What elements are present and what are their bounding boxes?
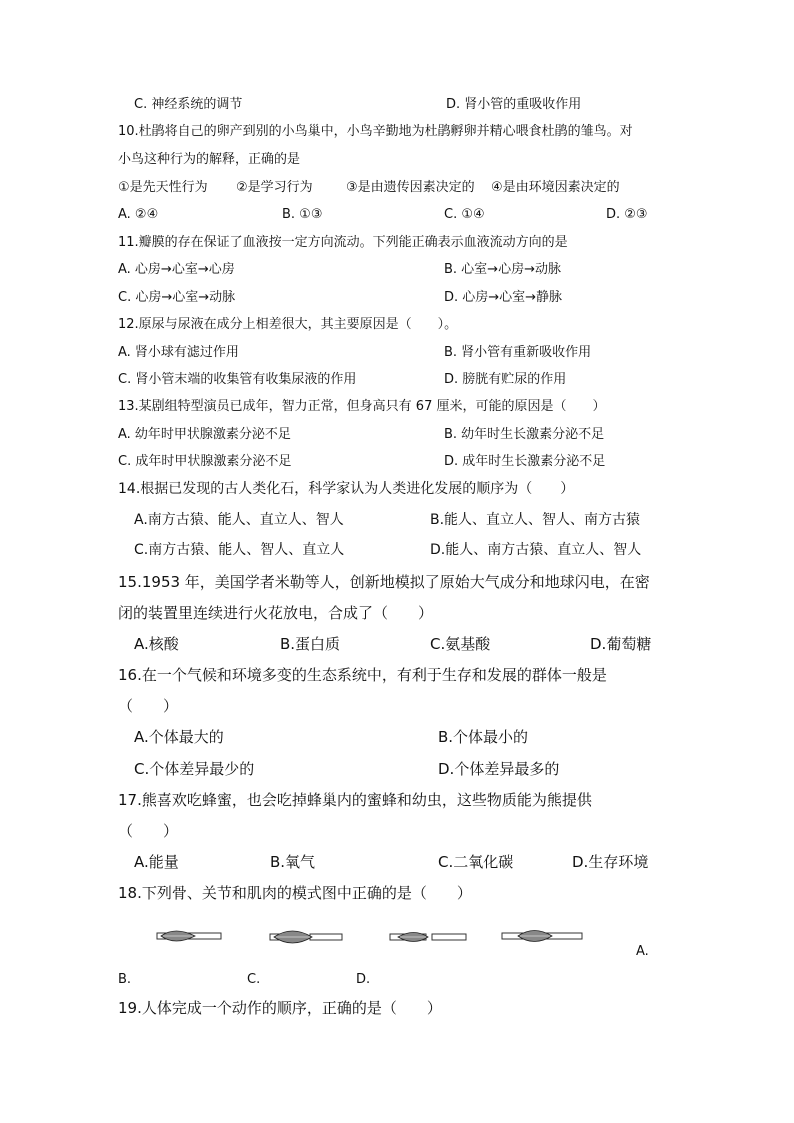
q14-option-c: C.南方古猿、能人、智人、直立人: [134, 542, 345, 558]
q16-option-b: B.个体最小的: [438, 728, 529, 746]
q11-option-a: A. 心房→心室→心房: [118, 262, 235, 277]
bone-muscle-diagram-b: [268, 922, 346, 952]
bone-muscle-diagram-d: [500, 922, 586, 952]
q14-stem: 14.根据已发现的古人类化石，科学家认为人类进化发展的顺序为（ ）: [118, 481, 575, 497]
q12-option-d: D. 膀胱有贮尿的作用: [444, 372, 567, 387]
q13-option-c: C. 成年时甲状腺激素分泌不足: [118, 454, 292, 469]
q15-option-d: D.葡萄糖: [590, 635, 652, 653]
q18-label-b: B.: [118, 972, 132, 987]
q18-label-a: A.: [636, 944, 649, 959]
q10-stem-line2: 小鸟这种行为的解释，正确的是: [118, 152, 301, 167]
q10-statement: ②是学习行为: [236, 180, 313, 195]
q13-option-b: B. 幼年时生长激素分泌不足: [444, 427, 605, 442]
q10-statement: ④是由环境因素决定的: [491, 180, 620, 195]
q17-stem-line2: （ ）: [118, 822, 179, 840]
q17-option-c: C.二氧化碳: [438, 853, 514, 871]
q10-option-a: A. ②④: [118, 207, 159, 222]
q9-option-c: C. 神经系统的调节: [134, 97, 243, 112]
q10-option-b: B. ①③: [282, 207, 323, 222]
q9-option-d: D. 肾小管的重吸收作用: [446, 97, 582, 112]
q12-stem: 12.原尿与尿液在成分上相差很大，其主要原因是（ ）。: [118, 317, 458, 332]
q11-stem: 11.瓣膜的存在保证了血液按一定方向流动。下列能正确表示血液流动方向的是: [118, 235, 568, 250]
q15-stem-line1: 15.1953 年，美国学者米勒等人，创新地模拟了原始大气成分和地球闪电，在密: [118, 573, 650, 591]
bone-muscle-diagram-c: [388, 922, 470, 952]
q11-option-c: C. 心房→心室→动脉: [118, 290, 236, 305]
q10-statement: ③是由遗传因素决定的: [346, 180, 475, 195]
q18-label-c: C.: [247, 972, 261, 987]
q17-option-d: D.生存环境: [572, 853, 649, 871]
q10-statement: ①是先天性行为: [118, 180, 208, 195]
q10-option-c: C. ①④: [444, 207, 485, 222]
q15-option-a: A.核酸: [134, 635, 179, 653]
q12-option-a: A. 肾小球有滤过作用: [118, 345, 239, 360]
q13-stem: 13.某剧组特型演员已成年，智力正常，但身高只有 67 厘米，可能的原因是（ ）: [118, 399, 606, 414]
q13-option-a: A. 幼年时甲状腺激素分泌不足: [118, 427, 291, 442]
q18-label-d: D.: [356, 972, 371, 987]
q16-option-c: C.个体差异最少的: [134, 760, 255, 778]
q12-option-c: C. 肾小管末端的收集管有收集尿液的作用: [118, 372, 357, 387]
q14-option-d: D.能人、南方古猿、直立人、智人: [430, 542, 642, 558]
bone-muscle-diagram-a: [155, 922, 225, 952]
q19-stem: 19.人体完成一个动作的顺序，正确的是（ ）: [118, 999, 442, 1017]
q16-option-a: A.个体最大的: [134, 728, 224, 746]
q16-stem-line1: 16.在一个气候和环境多变的生态系统中，有利于生存和发展的群体一般是: [118, 666, 607, 684]
q16-stem-line2: （ ）: [118, 697, 179, 715]
q14-option-b: B.能人、直立人、智人、南方古猿: [430, 512, 641, 528]
q17-stem-line1: 17.熊喜欢吃蜂蜜，也会吃掉蜂巢内的蜜蜂和幼虫，这些物质能为熊提供: [118, 791, 592, 809]
q11-option-d: D. 心房→心室→静脉: [444, 290, 563, 305]
q10-stem-line1: 10.杜鹃将自己的卵产到别的小鸟巢中，小鸟辛勤地为杜鹃孵卵并精心喂食杜鹃的雏鸟。对: [118, 124, 633, 139]
q15-option-c: C.氨基酸: [430, 635, 491, 653]
q17-option-b: B.氧气: [270, 853, 316, 871]
q18-stem: 18.下列骨、关节和肌肉的模式图中正确的是（ ）: [118, 884, 472, 902]
q12-option-b: B. 肾小管有重新吸收作用: [444, 345, 592, 360]
q15-option-b: B.蛋白质: [280, 635, 341, 653]
q16-option-d: D.个体差异最多的: [438, 760, 560, 778]
q13-option-d: D. 成年时生长激素分泌不足: [444, 454, 606, 469]
q14-option-a: A.南方古猿、能人、直立人、智人: [134, 512, 344, 528]
q10-option-d: D. ②③: [606, 207, 648, 222]
q15-stem-line2: 闭的装置里连续进行火花放电，合成了（ ）: [118, 604, 434, 622]
q17-option-a: A.能量: [134, 853, 179, 871]
q11-option-b: B. 心室→心房→动脉: [444, 262, 561, 277]
